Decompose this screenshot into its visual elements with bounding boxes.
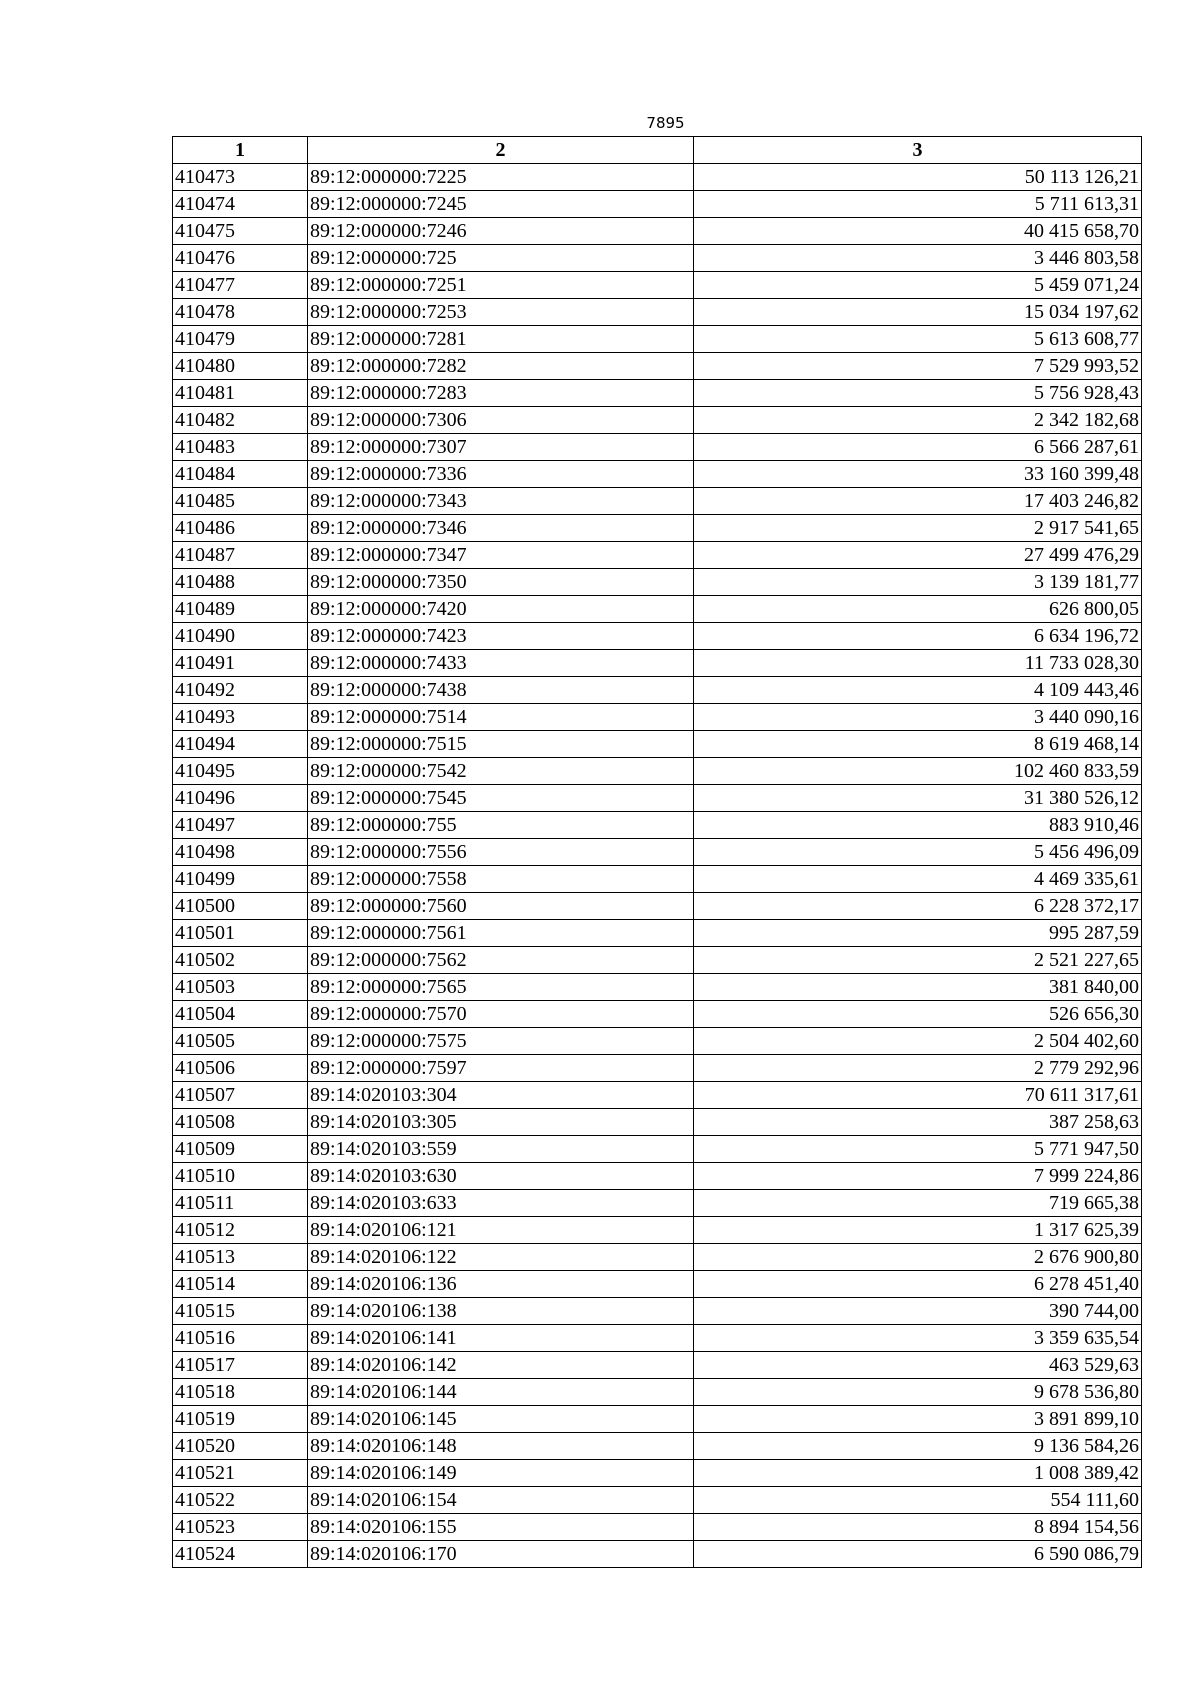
cadastral-number-cell: 89:12:000000:7558 bbox=[308, 866, 694, 893]
value-cell: 719 665,38 bbox=[694, 1190, 1142, 1217]
value-cell: 995 287,59 bbox=[694, 920, 1142, 947]
cadastral-number-cell: 89:12:000000:7565 bbox=[308, 974, 694, 1001]
table-row bbox=[173, 866, 1142, 893]
cadastral-number-cell: 89:12:000000:7542 bbox=[308, 758, 694, 785]
cadastral-number-cell: 89:12:000000:7253 bbox=[308, 299, 694, 326]
table-row bbox=[173, 947, 1142, 974]
row-number-cell: 410514 bbox=[173, 1271, 308, 1298]
cadastral-number-cell: 89:12:000000:7420 bbox=[308, 596, 694, 623]
row-number-cell: 410474 bbox=[173, 191, 308, 218]
value-cell: 33 160 399,48 bbox=[694, 461, 1142, 488]
header-row bbox=[173, 137, 1142, 164]
value-cell: 2 521 227,65 bbox=[694, 947, 1142, 974]
row-number-cell: 410510 bbox=[173, 1163, 308, 1190]
value-cell: 387 258,63 bbox=[694, 1109, 1142, 1136]
value-cell: 50 113 126,21 bbox=[694, 164, 1142, 191]
row-number-cell: 410524 bbox=[173, 1541, 308, 1568]
value-cell: 1 008 389,42 bbox=[694, 1460, 1142, 1487]
row-number-cell: 410522 bbox=[173, 1487, 308, 1514]
row-number-cell: 410482 bbox=[173, 407, 308, 434]
value-cell: 3 446 803,58 bbox=[694, 245, 1142, 272]
cadastral-number-cell: 89:14:020106:144 bbox=[308, 1379, 694, 1406]
value-cell: 5 711 613,31 bbox=[694, 191, 1142, 218]
value-cell: 40 415 658,70 bbox=[694, 218, 1142, 245]
cadastral-number-cell: 89:14:020106:170 bbox=[308, 1541, 694, 1568]
value-cell: 554 111,60 bbox=[694, 1487, 1142, 1514]
row-number-cell: 410520 bbox=[173, 1433, 308, 1460]
table-row bbox=[173, 488, 1142, 515]
value-cell: 5 771 947,50 bbox=[694, 1136, 1142, 1163]
value-cell: 8 894 154,56 bbox=[694, 1514, 1142, 1541]
row-number-cell: 410478 bbox=[173, 299, 308, 326]
table-row bbox=[173, 758, 1142, 785]
cadastral-number-cell: 89:12:000000:7545 bbox=[308, 785, 694, 812]
table-row bbox=[173, 407, 1142, 434]
value-cell: 6 566 287,61 bbox=[694, 434, 1142, 461]
value-cell: 381 840,00 bbox=[694, 974, 1142, 1001]
table-row bbox=[173, 1136, 1142, 1163]
table-row bbox=[173, 704, 1142, 731]
cadastral-number-cell: 89:12:000000:7336 bbox=[308, 461, 694, 488]
cadastral-number-cell: 89:12:000000:7245 bbox=[308, 191, 694, 218]
row-number-cell: 410518 bbox=[173, 1379, 308, 1406]
cadastral-number-cell: 89:12:000000:7350 bbox=[308, 569, 694, 596]
table-row bbox=[173, 218, 1142, 245]
row-number-cell: 410481 bbox=[173, 380, 308, 407]
row-number-cell: 410487 bbox=[173, 542, 308, 569]
row-number-cell: 410504 bbox=[173, 1001, 308, 1028]
row-number-cell: 410489 bbox=[173, 596, 308, 623]
table-row bbox=[173, 596, 1142, 623]
row-number-cell: 410495 bbox=[173, 758, 308, 785]
table-row bbox=[173, 1487, 1142, 1514]
value-cell: 3 359 635,54 bbox=[694, 1325, 1142, 1352]
row-number-cell: 410483 bbox=[173, 434, 308, 461]
table-row bbox=[173, 299, 1142, 326]
table-row bbox=[173, 1001, 1142, 1028]
row-number-cell: 410488 bbox=[173, 569, 308, 596]
table-row bbox=[173, 1028, 1142, 1055]
table-row bbox=[173, 1190, 1142, 1217]
table-row bbox=[173, 542, 1142, 569]
row-number-cell: 410502 bbox=[173, 947, 308, 974]
cadastral-number-cell: 89:12:000000:7246 bbox=[308, 218, 694, 245]
cadastral-number-cell: 89:14:020106:138 bbox=[308, 1298, 694, 1325]
column-header: 1 bbox=[173, 137, 308, 164]
row-number-cell: 410511 bbox=[173, 1190, 308, 1217]
value-cell: 8 619 468,14 bbox=[694, 731, 1142, 758]
table-row bbox=[173, 326, 1142, 353]
row-number-cell: 410509 bbox=[173, 1136, 308, 1163]
value-cell: 2 779 292,96 bbox=[694, 1055, 1142, 1082]
value-cell: 2 917 541,65 bbox=[694, 515, 1142, 542]
table-row bbox=[173, 272, 1142, 299]
cadastral-number-cell: 89:14:020106:148 bbox=[308, 1433, 694, 1460]
cadastral-number-cell: 89:12:000000:7281 bbox=[308, 326, 694, 353]
cadastral-number-cell: 89:12:000000:7514 bbox=[308, 704, 694, 731]
cadastral-number-cell: 89:14:020106:136 bbox=[308, 1271, 694, 1298]
value-cell: 883 910,46 bbox=[694, 812, 1142, 839]
row-number-cell: 410485 bbox=[173, 488, 308, 515]
cadastral-number-cell: 89:14:020103:633 bbox=[308, 1190, 694, 1217]
row-number-cell: 410475 bbox=[173, 218, 308, 245]
table-row bbox=[173, 1163, 1142, 1190]
cadastral-number-cell: 89:14:020106:154 bbox=[308, 1487, 694, 1514]
table-row bbox=[173, 1082, 1142, 1109]
table-row bbox=[173, 812, 1142, 839]
cadastral-number-cell: 89:12:000000:7283 bbox=[308, 380, 694, 407]
value-cell: 390 744,00 bbox=[694, 1298, 1142, 1325]
row-number-cell: 410493 bbox=[173, 704, 308, 731]
row-number-cell: 410473 bbox=[173, 164, 308, 191]
cadastral-number-cell: 89:14:020106:141 bbox=[308, 1325, 694, 1352]
value-cell: 526 656,30 bbox=[694, 1001, 1142, 1028]
value-cell: 5 613 608,77 bbox=[694, 326, 1142, 353]
row-number-cell: 410494 bbox=[173, 731, 308, 758]
table-row bbox=[173, 461, 1142, 488]
table-row bbox=[173, 515, 1142, 542]
cadastral-number-cell: 89:12:000000:725 bbox=[308, 245, 694, 272]
table-row bbox=[173, 623, 1142, 650]
row-number-cell: 410479 bbox=[173, 326, 308, 353]
value-cell: 11 733 028,30 bbox=[694, 650, 1142, 677]
value-cell: 17 403 246,82 bbox=[694, 488, 1142, 515]
cadastral-number-cell: 89:12:000000:7433 bbox=[308, 650, 694, 677]
column-header: 2 bbox=[308, 137, 694, 164]
table-row bbox=[173, 1433, 1142, 1460]
table-row bbox=[173, 1109, 1142, 1136]
column-header: 3 bbox=[694, 137, 1142, 164]
cadastral-number-cell: 89:14:020106:142 bbox=[308, 1352, 694, 1379]
row-number-cell: 410506 bbox=[173, 1055, 308, 1082]
table-row bbox=[173, 1541, 1142, 1568]
table-row bbox=[173, 731, 1142, 758]
value-cell: 6 278 451,40 bbox=[694, 1271, 1142, 1298]
cadastral-number-cell: 89:12:000000:7343 bbox=[308, 488, 694, 515]
value-cell: 15 034 197,62 bbox=[694, 299, 1142, 326]
table-row bbox=[173, 785, 1142, 812]
value-cell: 3 139 181,77 bbox=[694, 569, 1142, 596]
table-row bbox=[173, 1055, 1142, 1082]
cadastral-number-cell: 89:12:000000:7515 bbox=[308, 731, 694, 758]
cadastral-number-cell: 89:12:000000:7225 bbox=[308, 164, 694, 191]
value-cell: 31 380 526,12 bbox=[694, 785, 1142, 812]
value-cell: 626 800,05 bbox=[694, 596, 1142, 623]
table-row bbox=[173, 164, 1142, 191]
row-number-cell: 410519 bbox=[173, 1406, 308, 1433]
row-number-cell: 410490 bbox=[173, 623, 308, 650]
row-number-cell: 410513 bbox=[173, 1244, 308, 1271]
row-number-cell: 410512 bbox=[173, 1217, 308, 1244]
row-number-cell: 410507 bbox=[173, 1082, 308, 1109]
table-row bbox=[173, 1244, 1142, 1271]
table-row bbox=[173, 191, 1142, 218]
table-row bbox=[173, 380, 1142, 407]
cadastral-number-cell: 89:12:000000:7251 bbox=[308, 272, 694, 299]
table-row bbox=[173, 1406, 1142, 1433]
value-cell: 2 504 402,60 bbox=[694, 1028, 1142, 1055]
value-cell: 27 499 476,29 bbox=[694, 542, 1142, 569]
value-cell: 102 460 833,59 bbox=[694, 758, 1142, 785]
table-row bbox=[173, 677, 1142, 704]
cadastral-number-cell: 89:12:000000:7306 bbox=[308, 407, 694, 434]
cadastral-number-cell: 89:12:000000:7423 bbox=[308, 623, 694, 650]
row-number-cell: 410477 bbox=[173, 272, 308, 299]
cadastral-number-cell: 89:12:000000:7307 bbox=[308, 434, 694, 461]
value-cell: 5 459 071,24 bbox=[694, 272, 1142, 299]
cadastral-number-cell: 89:12:000000:7282 bbox=[308, 353, 694, 380]
table-row bbox=[173, 434, 1142, 461]
row-number-cell: 410516 bbox=[173, 1325, 308, 1352]
row-number-cell: 410523 bbox=[173, 1514, 308, 1541]
cadastral-number-cell: 89:12:000000:7346 bbox=[308, 515, 694, 542]
row-number-cell: 410496 bbox=[173, 785, 308, 812]
row-number-cell: 410480 bbox=[173, 353, 308, 380]
row-number-cell: 410476 bbox=[173, 245, 308, 272]
cadastral-number-cell: 89:12:000000:755 bbox=[308, 812, 694, 839]
cadastral-number-cell: 89:14:020103:630 bbox=[308, 1163, 694, 1190]
value-cell: 4 109 443,46 bbox=[694, 677, 1142, 704]
value-cell: 4 469 335,61 bbox=[694, 866, 1142, 893]
row-number-cell: 410503 bbox=[173, 974, 308, 1001]
row-number-cell: 410501 bbox=[173, 920, 308, 947]
cadastral-number-cell: 89:12:000000:7561 bbox=[308, 920, 694, 947]
cadastral-number-cell: 89:12:000000:7562 bbox=[308, 947, 694, 974]
table-row bbox=[173, 1217, 1142, 1244]
cadastral-number-cell: 89:14:020103:559 bbox=[308, 1136, 694, 1163]
table-row bbox=[173, 1379, 1142, 1406]
cadastral-number-cell: 89:14:020106:155 bbox=[308, 1514, 694, 1541]
table-row bbox=[173, 1460, 1142, 1487]
cadastral-number-cell: 89:14:020106:145 bbox=[308, 1406, 694, 1433]
value-cell: 2 676 900,80 bbox=[694, 1244, 1142, 1271]
cadastral-number-cell: 89:14:020103:305 bbox=[308, 1109, 694, 1136]
table-row bbox=[173, 650, 1142, 677]
table-row bbox=[173, 839, 1142, 866]
cadastral-number-cell: 89:12:000000:7347 bbox=[308, 542, 694, 569]
cadastral-number-cell: 89:14:020106:149 bbox=[308, 1460, 694, 1487]
cadastral-number-cell: 89:14:020106:121 bbox=[308, 1217, 694, 1244]
cadastral-number-cell: 89:14:020106:122 bbox=[308, 1244, 694, 1271]
table-row bbox=[173, 893, 1142, 920]
row-number-cell: 410508 bbox=[173, 1109, 308, 1136]
row-number-cell: 410515 bbox=[173, 1298, 308, 1325]
row-number-cell: 410486 bbox=[173, 515, 308, 542]
value-cell: 3 440 090,16 bbox=[694, 704, 1142, 731]
row-number-cell: 410521 bbox=[173, 1460, 308, 1487]
row-number-cell: 410492 bbox=[173, 677, 308, 704]
table-row bbox=[173, 1325, 1142, 1352]
cadastral-number-cell: 89:12:000000:7438 bbox=[308, 677, 694, 704]
row-number-cell: 410498 bbox=[173, 839, 308, 866]
table-row bbox=[173, 1271, 1142, 1298]
table-row bbox=[173, 245, 1142, 272]
value-cell: 1 317 625,39 bbox=[694, 1217, 1142, 1244]
value-cell: 6 590 086,79 bbox=[694, 1541, 1142, 1568]
cadastral-number-cell: 89:14:020103:304 bbox=[308, 1082, 694, 1109]
value-cell: 9 136 584,26 bbox=[694, 1433, 1142, 1460]
value-cell: 5 756 928,43 bbox=[694, 380, 1142, 407]
value-cell: 3 891 899,10 bbox=[694, 1406, 1142, 1433]
value-cell: 70 611 317,61 bbox=[694, 1082, 1142, 1109]
row-number-cell: 410497 bbox=[173, 812, 308, 839]
table-row bbox=[173, 974, 1142, 1001]
row-number-cell: 410517 bbox=[173, 1352, 308, 1379]
cadastral-number-cell: 89:12:000000:7575 bbox=[308, 1028, 694, 1055]
data-table bbox=[172, 136, 1142, 1568]
table-row bbox=[173, 1298, 1142, 1325]
page-number: 7895 bbox=[646, 114, 685, 132]
table-row bbox=[173, 920, 1142, 947]
table-row bbox=[173, 1514, 1142, 1541]
value-cell: 7 529 993,52 bbox=[694, 353, 1142, 380]
row-number-cell: 410500 bbox=[173, 893, 308, 920]
value-cell: 6 228 372,17 bbox=[694, 893, 1142, 920]
row-number-cell: 410484 bbox=[173, 461, 308, 488]
value-cell: 7 999 224,86 bbox=[694, 1163, 1142, 1190]
value-cell: 463 529,63 bbox=[694, 1352, 1142, 1379]
table-row bbox=[173, 569, 1142, 596]
cadastral-number-cell: 89:12:000000:7597 bbox=[308, 1055, 694, 1082]
cadastral-number-cell: 89:12:000000:7556 bbox=[308, 839, 694, 866]
cadastral-number-cell: 89:12:000000:7560 bbox=[308, 893, 694, 920]
value-cell: 6 634 196,72 bbox=[694, 623, 1142, 650]
row-number-cell: 410491 bbox=[173, 650, 308, 677]
cadastral-number-cell: 89:12:000000:7570 bbox=[308, 1001, 694, 1028]
value-cell: 5 456 496,09 bbox=[694, 839, 1142, 866]
row-number-cell: 410505 bbox=[173, 1028, 308, 1055]
table-row bbox=[173, 1352, 1142, 1379]
row-number-cell: 410499 bbox=[173, 866, 308, 893]
value-cell: 2 342 182,68 bbox=[694, 407, 1142, 434]
value-cell: 9 678 536,80 bbox=[694, 1379, 1142, 1406]
table-row bbox=[173, 353, 1142, 380]
